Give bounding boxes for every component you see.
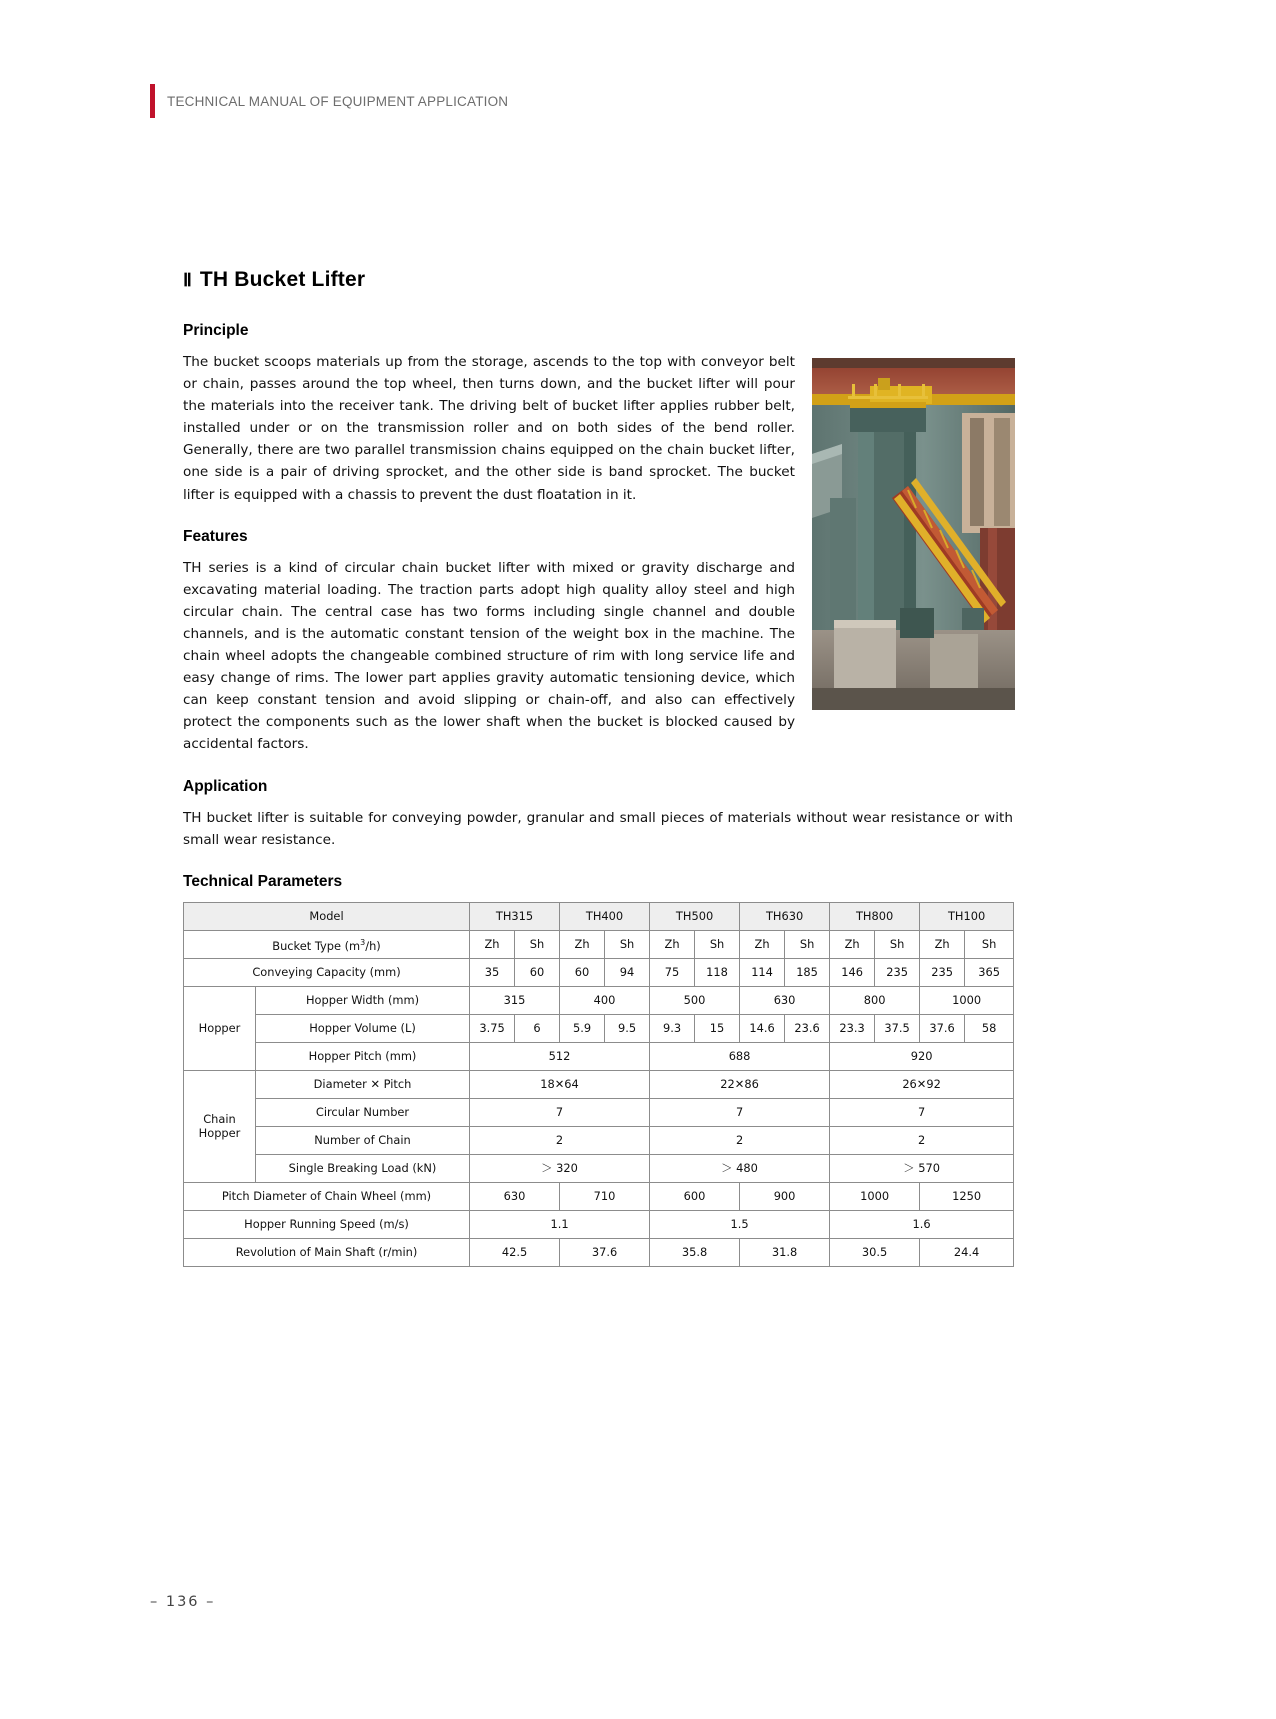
page-number: – 136 – — [150, 1594, 216, 1610]
table-row-bucket-type — [184, 930, 1014, 958]
cell-capacity-3: 94 — [605, 958, 650, 986]
cell-hopper-volume-5: 15 — [695, 1014, 740, 1042]
bucket-type-superscript: 3 — [360, 937, 366, 947]
cell-capacity-7: 185 — [785, 958, 830, 986]
cell-pitch-diameter-2: 600 — [650, 1182, 740, 1210]
table-row-model — [184, 902, 1014, 930]
paragraph-features: TH series is a kind of circular chain bucket lifter with mixed or gravity discharge and excavating material loading. The traction parts adopt high quality alloy steel and high circular chain. The central case has two forms including single channel and double channels, and is the automatic constant tension of the weight box in the machine. The chain wheel adopts the changeable combined structure of rim with long service life and easy change of rims. The lower part applies gravity automatic tensioning device, which can keep constant tension and avoid slipping or chain-off, and also can effectively protect the components such as the lower shaft when the bucket is blocked caused by accidental factors. — [183, 559, 795, 753]
cell-running-speed-0: 1.1 — [470, 1210, 650, 1238]
page-content — [183, 268, 1013, 1267]
cell-bucket-type-8: Zh — [830, 930, 875, 958]
cell-number-of-chain-2: 2 — [830, 1126, 1014, 1154]
cell-revolution-5: 24.4 — [920, 1238, 1014, 1266]
cell-hopper-volume-10: 37.6 — [920, 1014, 965, 1042]
table-row-hopper-pitch — [184, 1042, 1014, 1070]
heading-application: Application — [183, 777, 268, 795]
cell-capacity-0: 35 — [470, 958, 515, 986]
cell-hopper-width-4: 800 — [830, 986, 920, 1014]
cell-pitch-diameter-4: 1000 — [830, 1182, 920, 1210]
cell-capacity-5: 118 — [695, 958, 740, 986]
cell-hopper-volume-3: 9.5 — [605, 1014, 650, 1042]
cell-hopper-volume-4: 9.3 — [650, 1014, 695, 1042]
cell-hopper-pitch-0: 512 — [470, 1042, 650, 1070]
cell-model-2: TH500 — [650, 902, 740, 930]
cell-capacity-6: 114 — [740, 958, 785, 986]
cell-model-1: TH400 — [560, 902, 650, 930]
cell-capacity-9: 235 — [875, 958, 920, 986]
table-row-pitch-diameter — [184, 1182, 1014, 1210]
cell-hopper-volume-label: Hopper Volume (L) — [256, 1014, 470, 1042]
header-accent-bar — [150, 84, 155, 118]
cell-single-breaking-load-label: Single Breaking Load (kN) — [256, 1154, 470, 1182]
cell-capacity-1: 60 — [515, 958, 560, 986]
cell-running-speed-2: 1.6 — [830, 1210, 1014, 1238]
section-title-text: TH Bucket Lifter — [199, 268, 366, 291]
cell-circular-number-2: 7 — [830, 1098, 1014, 1126]
table-row-circular-number — [184, 1098, 1014, 1126]
cell-bucket-type-3: Sh — [605, 930, 650, 958]
cell-number-of-chain-1: 2 — [650, 1126, 830, 1154]
cell-revolution-label: Revolution of Main Shaft (r/min) — [184, 1238, 470, 1266]
cell-running-speed-1: 1.5 — [650, 1210, 830, 1238]
cell-capacity-8: 146 — [830, 958, 875, 986]
cell-hopper-pitch-1: 688 — [650, 1042, 830, 1070]
cell-bucket-type-1: Sh — [515, 930, 560, 958]
cell-pitch-diameter-1: 710 — [560, 1182, 650, 1210]
cell-hopper-volume-7: 23.6 — [785, 1014, 830, 1042]
cell-diameter-pitch-2: 26✕92 — [830, 1070, 1014, 1098]
cell-hopper-width-2: 500 — [650, 986, 740, 1014]
cell-conveying-capacity-label: Conveying Capacity (mm) — [184, 958, 470, 986]
cell-hopper-volume-1: 6 — [515, 1014, 560, 1042]
cell-pitch-diameter-label: Pitch Diameter of Chain Wheel (mm) — [184, 1182, 470, 1210]
page-running-header — [150, 84, 508, 118]
table-row-hopper-width — [184, 986, 1014, 1014]
cell-hopper-volume-11: 58 — [965, 1014, 1014, 1042]
cell-pitch-diameter-5: 1250 — [920, 1182, 1014, 1210]
cell-hopper-volume-0: 3.75 — [470, 1014, 515, 1042]
heading-technical-parameters: Technical Parameters — [183, 872, 343, 890]
cell-capacity-2: 60 — [560, 958, 605, 986]
cell-bucket-type-label — [184, 930, 470, 958]
table-row-hopper-volume — [184, 1014, 1014, 1042]
cell-diameter-pitch-0: 18✕64 — [470, 1070, 650, 1098]
bucket-type-label-a: Bucket Type (m — [272, 938, 361, 953]
cell-pitch-diameter-0: 630 — [470, 1182, 560, 1210]
cell-hopper-volume-2: 5.9 — [560, 1014, 605, 1042]
cell-capacity-11: 365 — [965, 958, 1014, 986]
cell-capacity-4: 75 — [650, 958, 695, 986]
cell-bucket-type-10: Zh — [920, 930, 965, 958]
cell-circular-number-1: 7 — [650, 1098, 830, 1126]
cell-revolution-0: 42.5 — [470, 1238, 560, 1266]
cell-hopper-volume-9: 37.5 — [875, 1014, 920, 1042]
cell-bucket-type-0: Zh — [470, 930, 515, 958]
table-row-diameter-pitch — [184, 1070, 1014, 1098]
cell-bucket-type-5: Sh — [695, 930, 740, 958]
section-numeral: Ⅱ — [183, 270, 191, 290]
heading-principle: Principle — [183, 322, 249, 339]
cell-revolution-3: 31.8 — [740, 1238, 830, 1266]
cell-hopper-width-3: 630 — [740, 986, 830, 1014]
cell-bucket-type-11: Sh — [965, 930, 1014, 958]
cell-bucket-type-6: Zh — [740, 930, 785, 958]
table-row-conveying-capacity — [184, 958, 1014, 986]
cell-diameter-pitch-1: 22✕86 — [650, 1070, 830, 1098]
cell-model-4: TH800 — [830, 902, 920, 930]
cell-hopper-volume-8: 23.3 — [830, 1014, 875, 1042]
cell-single-breaking-load-2: ＞ 570 — [830, 1154, 1014, 1182]
cell-model-0: TH315 — [470, 902, 560, 930]
cell-circular-number-label: Circular Number — [256, 1098, 470, 1126]
cell-number-of-chain-label: Number of Chain — [256, 1126, 470, 1154]
cell-running-speed-label: Hopper Running Speed (m/s) — [184, 1210, 470, 1238]
cell-hopper-volume-6: 14.6 — [740, 1014, 785, 1042]
cell-pitch-diameter-3: 900 — [740, 1182, 830, 1210]
cell-hopper-width-label: Hopper Width (mm) — [256, 986, 470, 1014]
cell-bucket-type-2: Zh — [560, 930, 605, 958]
heading-features: Features — [183, 527, 248, 545]
cell-revolution-4: 30.5 — [830, 1238, 920, 1266]
paragraph-principle: The bucket scoops materials up from the storage, ascends to the top with conveyor belt or chain, passes around the top wheel, then turns down, and the bucket lifter will pour the materials into the receiver tank. The driving belt of bucket lifter applies rubber belt, installed under or on the transmission roller and on both sides of the bend roller. Generally, there are two parallel transmission chains equipped on the chain bucket lifter, one side is a pair of driving sprocket, and the other side is band sprocket. The bucket lifter is equipped with a chassis to prevent the dust floatation in it. — [183, 354, 795, 503]
cell-hopper-width-0: 315 — [470, 986, 560, 1014]
cell-bucket-type-9: Sh — [875, 930, 920, 958]
cell-model-5: TH100 — [920, 902, 1014, 930]
table-row-single-breaking-load — [184, 1154, 1014, 1182]
cell-single-breaking-load-1: ＞ 480 — [650, 1154, 830, 1182]
cell-hopper-pitch-label: Hopper Pitch (mm) — [256, 1042, 470, 1070]
cell-chain-group-label: Chain Hopper — [184, 1070, 256, 1182]
cell-hopper-width-5: 1000 — [920, 986, 1014, 1014]
cell-revolution-1: 37.6 — [560, 1238, 650, 1266]
cell-model-label: Model — [184, 902, 470, 930]
cell-hopper-pitch-2: 920 — [830, 1042, 1014, 1070]
cell-hopper-group-label: Hopper — [184, 986, 256, 1070]
cell-revolution-2: 35.8 — [650, 1238, 740, 1266]
cell-number-of-chain-0: 2 — [470, 1126, 650, 1154]
cell-capacity-10: 235 — [920, 958, 965, 986]
cell-diameter-pitch-label: Diameter ✕ Pitch — [256, 1070, 470, 1098]
paragraph-application: TH bucket lifter is suitable for conveying powder, granular and small pieces of materials without wear resistance or with small wear resistance. — [183, 809, 1013, 848]
table-row-running-speed — [184, 1210, 1014, 1238]
table-row-revolution — [184, 1238, 1014, 1266]
table-row-number-of-chain — [184, 1126, 1014, 1154]
cell-model-3: TH630 — [740, 902, 830, 930]
bucket-type-label-b: /h) — [365, 938, 381, 953]
cell-bucket-type-7: Sh — [785, 930, 830, 958]
technical-parameters-table — [183, 902, 1014, 1267]
cell-single-breaking-load-0: ＞ 320 — [470, 1154, 650, 1182]
page-title — [183, 268, 1013, 292]
cell-hopper-width-1: 400 — [560, 986, 650, 1014]
cell-bucket-type-4: Zh — [650, 930, 695, 958]
cell-circular-number-0: 7 — [470, 1098, 650, 1126]
running-title: TECHNICAL MANUAL OF EQUIPMENT APPLICATION — [167, 93, 509, 109]
